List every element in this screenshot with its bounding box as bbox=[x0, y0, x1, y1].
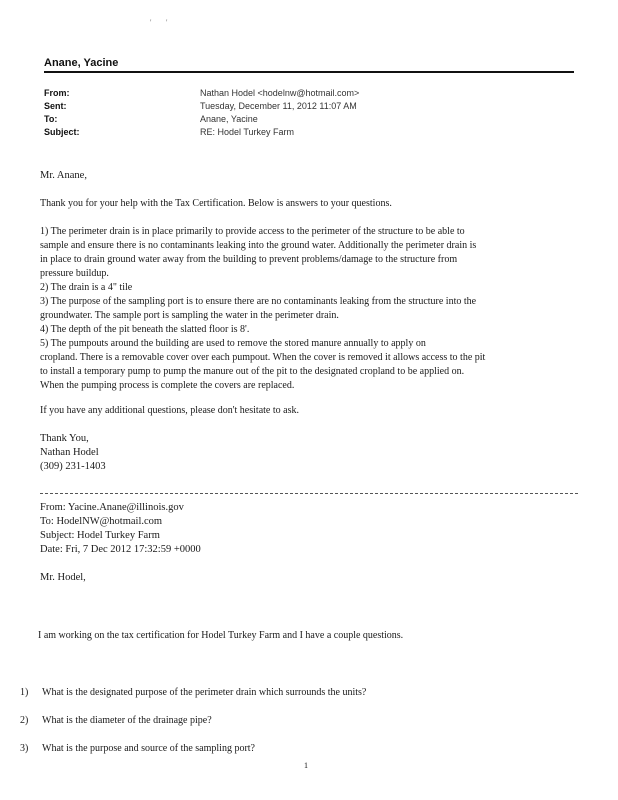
signature-name: Nathan Hodel bbox=[40, 447, 99, 458]
scan-mark: ' bbox=[166, 18, 168, 27]
subject-label: Subject: bbox=[44, 127, 80, 137]
greeting: Mr. Anane, bbox=[40, 170, 87, 181]
fwd-intro: I am working on the tax certification for Hodel Turkey Farm and I have a couple questions. bbox=[38, 630, 404, 641]
closing-question: If you have any additional questions, please don't hesitate to ask. bbox=[40, 405, 299, 416]
sent-value: Tuesday, December 11, 2012 11:07 AM bbox=[200, 101, 357, 111]
answers-block bbox=[40, 225, 575, 393]
fwd-from: From: Yacine.Anane@illinois.gov bbox=[40, 502, 184, 513]
signature-thanks: Thank You, bbox=[40, 433, 89, 444]
sender-name: Anane, Yacine bbox=[44, 57, 119, 69]
answer-line: groundwater. The sample port is sampling the water in the perimeter drain. bbox=[40, 310, 339, 321]
from-value: Nathan Hodel <hodelnw@hotmail.com> bbox=[200, 88, 360, 98]
question-text: What is the purpose and source of the sampling port? bbox=[42, 743, 255, 754]
question-number: 2) bbox=[20, 715, 29, 726]
signature-phone: (309) 231-1403 bbox=[40, 461, 106, 472]
question-text: What is the designated purpose of the perimeter drain which surrounds the units? bbox=[42, 687, 367, 698]
fwd-to: To: HodelNW@hotmail.com bbox=[40, 516, 163, 527]
answer-line: 5) The pumpouts around the building are used to remove the stored manure annually to apply on bbox=[40, 338, 426, 349]
answer-line: When the pumping process is complete the covers are replaced. bbox=[40, 380, 295, 391]
answer-line: in place to drain ground water away from the building to prevent problems/damage to the structure from bbox=[40, 254, 458, 265]
fwd-subject: Subject: Hodel Turkey Farm bbox=[40, 530, 160, 541]
from-label: From: bbox=[44, 88, 70, 98]
answer-line: cropland. There is a removable cover over each pumpout. When the cover is removed it allows access to the pit bbox=[40, 352, 486, 363]
sent-label: Sent: bbox=[44, 101, 67, 111]
answer-line: to install a temporary pump to pump the manure out of the pit to the designated cropland to be applied on. bbox=[40, 366, 465, 377]
fwd-greeting: Mr. Hodel, bbox=[40, 572, 86, 583]
intro-text: Thank you for your help with the Tax Certification. Below is answers to your questions. bbox=[40, 198, 392, 209]
page-number: 1 bbox=[304, 761, 308, 770]
fwd-date: Date: Fri, 7 Dec 2012 17:32:59 +0000 bbox=[40, 544, 201, 555]
answer-line: 4) The depth of the pit beneath the slatted floor is 8'. bbox=[40, 324, 250, 335]
question-number: 3) bbox=[20, 743, 29, 754]
header-rule bbox=[44, 71, 574, 73]
question-number: 1) bbox=[20, 687, 29, 698]
answer-line: 2) The drain is a 4" tile bbox=[40, 282, 133, 293]
question-text: What is the diameter of the drainage pipe? bbox=[42, 715, 212, 726]
to-label: To: bbox=[44, 114, 58, 124]
subject-value: RE: Hodel Turkey Farm bbox=[200, 127, 295, 137]
answer-line: 1) The perimeter drain is in place primarily to provide access to the perimeter of the structure to be able to bbox=[40, 226, 465, 237]
forward-divider bbox=[40, 493, 578, 494]
scan-mark: ' bbox=[150, 18, 152, 27]
answer-line: sample and ensure there is no contaminants leaking into the ground water. Additionally the perimeter drain is bbox=[40, 240, 477, 251]
answer-line: pressure buildup. bbox=[40, 268, 109, 279]
to-value: Anane, Yacine bbox=[200, 114, 258, 124]
answer-line: 3) The purpose of the sampling port is to ensure there are no contaminants leaking from the structure into the bbox=[40, 296, 477, 307]
